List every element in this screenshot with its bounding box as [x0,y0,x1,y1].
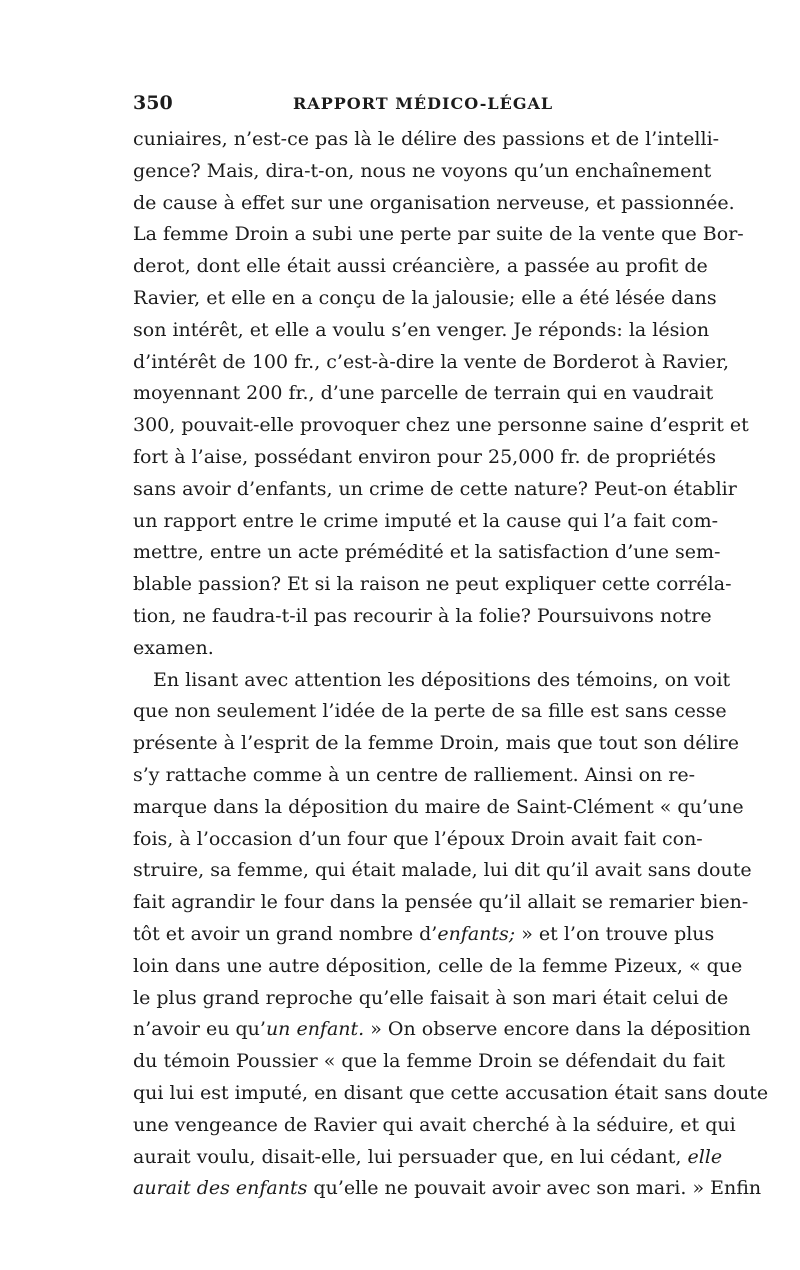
text-segment: aurait voulu, disait-elle, lui persuader que, en lui cédant, [133,1145,688,1168]
text-line: tion, ne faudra-t-il pas recourir à la folie? Poursuivons notre [133,604,712,627]
text-line: une vengeance de Ravier qui avait cherché à la séduire, et qui [133,1113,736,1136]
text-line: s’y rattache comme à un centre de ralliement. Ainsi on re- [133,763,696,786]
text-line: du témoin Poussier « que la femme Droin se défendait du fait [133,1050,725,1073]
text-line: qui lui est imputé, en disant que cette accusation était sans doute [133,1081,769,1104]
text-line: moyennant 200 fr., d’une parcelle de terrain qui en vaudrait [133,382,714,405]
text-line [133,1142,723,1174]
text-line: gence? Mais, dira-t-on, nous ne voyons qu’un enchaînement [133,159,712,182]
text-line: fois, à l’occasion d’un four que l’époux Droin avait fait con- [133,827,703,850]
text-line: un rapport entre le crime imputé et la cause qui l’a fait com- [133,509,719,532]
italic-segment: aurait des enfants [133,1177,308,1200]
italic-segment: un enfant. [265,1018,365,1041]
text-line: cuniaires, n’est-ce pas là le délire des passions et de l’intelli- [133,128,720,150]
text-line: son intérêt, et elle a voulu s’en venger. Je réponds: la lésion [133,318,710,341]
text-line: derot, dont elle était aussi créancière, a passée au profit de [133,255,708,278]
text-segment: qu’elle ne pouvait avoir avec son mari. » Enfin [307,1177,762,1200]
text-line: blable passion? Et si la raison ne peut expliquer cette corréla- [133,573,732,596]
text-line: La femme Droin a subi une perte par suite de la vente que Bor- [133,223,744,246]
text-line: fait agrandir le four dans la pensée qu’il allait se remarier bien- [133,891,749,914]
body-text [133,124,769,1205]
text-segment: » et l’on trouve plus [515,922,715,945]
text-line: Ravier, et elle en a conçu de la jalousie; elle a été lésée dans [133,286,717,309]
text-line [133,1014,751,1046]
text-line: fort à l’aise, possédant environ pour 25,000 fr. de propriétés [133,445,716,468]
text-line: d’intérêt de 100 fr., c’est-à-dire la vente de Borderot à Ravier, [133,350,730,373]
text-line: loin dans une autre déposition, celle de la femme Pizeux, « que [133,954,743,977]
text-line: examen. [133,636,214,659]
text-line: 300, pouvait-elle provoquer chez une personne saine d’esprit et [133,414,749,437]
text-line: sans avoir d’enfants, un crime de cette nature? Peut-on établir [133,477,737,500]
text-segment: tôt et avoir un grand nombre d’ [133,922,438,945]
text-segment: n’avoir eu qu’ [133,1018,266,1041]
text-line: présente à l’esprit de la femme Droin, mais que tout son délire [133,732,739,755]
text-line [133,1173,762,1205]
text-line: En lisant avec attention les dépositions des témoins, on voit [153,668,731,691]
italic-segment: elle [687,1145,723,1168]
running-head: RAPPORT MÉDICO-LÉGAL [293,94,554,113]
text-line [133,919,715,951]
text-line: struire, sa femme, qui était malade, lui dit qu’il avait sans doute [133,859,752,882]
text-line: le plus grand reproche qu’elle faisait à son mari était celui de [133,986,729,1009]
text-line: marque dans la déposition du maire de Saint-Clément « qu’une [133,795,744,818]
italic-segment: enfants; [437,922,516,945]
text-line: que non seulement l’idée de la perte de sa fille est sans cesse [133,700,727,723]
text-line: de cause à effet sur une organisation nerveuse, et passionnée. [133,191,735,214]
page-number: 350 [133,92,173,114]
text-segment: » On observe encore dans la déposition [364,1018,751,1041]
text-line: mettre, entre un acte prémédité et la satisfaction d’une sem- [133,541,721,564]
page-header [133,92,668,122]
